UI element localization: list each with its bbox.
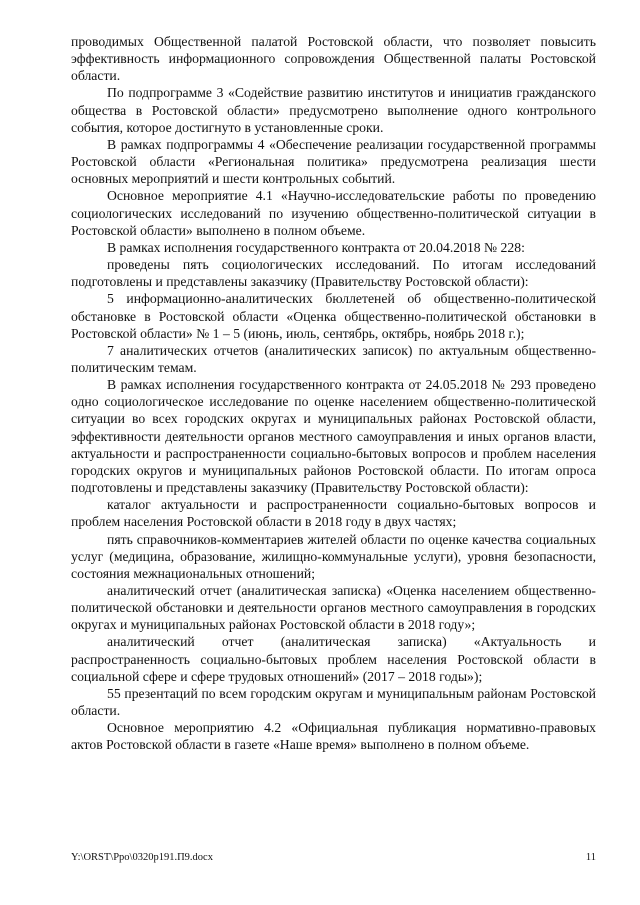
paragraph: аналитический отчет (аналитическая записка) «Оценка населением общественно-политической обстановки и деятельности органов местного самоуправления в городских округах и муниципальных районах Ростовской области в 2018 году»;: [71, 583, 596, 633]
paragraph: Основное мероприятию 4.2 «Официальная публикация нормативно-правовых актов Ростовской области в газете «Наше время» выполнено в полном объеме.: [71, 720, 596, 753]
paragraph: По подпрограмме 3 «Содействие развитию институтов и инициатив гражданского общества в Ростовской области» предусмотрено выполнение одного контрольного события, которое достигнуто в установленные сроки.: [71, 85, 596, 135]
paragraph: пять справочников-комментариев жителей области по оценке качества социальных услуг (медицина, образование, жилищно-коммунальные услуги), уровня безопасности, состояния межнациональных отношений;: [71, 531, 596, 581]
document-body: [71, 33, 596, 754]
paragraph: проведены пять социологических исследований. По итогам исследований подготовлены и представлены заказчику (Правительству Ростовской области):: [71, 257, 596, 290]
file-path: Y:\ORST\Ppo\0320p191.П9.docx: [71, 852, 213, 863]
paragraph: 5 информационно-аналитических бюллетеней об общественно-политической обстановке в Ростовской области «Оценка общественно-политической обстановки в Ростовской области» № 1 – 5 (июнь, июль, сентябрь, октябрь, ноябрь 2018 г.);: [71, 291, 596, 341]
paragraph: каталог актуальности и распространенности социально-бытовых вопросов и проблем населения Ростовской области в 2018 году в двух частях;: [71, 497, 596, 530]
paragraph: 7 аналитических отчетов (аналитических записок) по актуальным общественно-политическим темам.: [71, 342, 596, 375]
paragraph: В рамках подпрограммы 4 «Обеспечение реализации государственной программы Ростовской области «Региональная политика» предусмотрена реализация шести основных мероприятий и шести контрольных событий.: [71, 136, 596, 187]
paragraph: проводимых Общественной палатой Ростовской области, что позволяет повысить эффективность информационного сопровождения Общественной палаты Ростовской области.: [71, 34, 596, 84]
paragraph: 55 презентаций по всем городским округам и муниципальным районам Ростовской области.: [71, 685, 596, 719]
paragraph: В рамках исполнения государственного контракта от 20.04.2018 № 228:: [107, 239, 525, 255]
paragraph: Основное мероприятие 4.1 «Научно-исследовательские работы по проведению социологических исследований по изучению общественно-политической ситуации в Ростовской области» выполнено в полном объеме.: [71, 188, 596, 238]
paragraph: аналитический отчет (аналитическая записка) «Актуальность и распространенность социально-бытовых проблем населения Ростовской области в социальной сфере и сфере трудовых отношений» (2017 – 2018 годы»);: [71, 634, 596, 684]
paragraph: В рамках исполнения государственного контракта от 24.05.2018 № 293 проведено одно социологическое исследование по оценке населением общественно-политической ситуации во всех городских округах и муниципальных районах Ростовской области, эффективности деятельности органов местного самоуправления и иных органов власти, актуальности и распространенности социально-бытовых вопросов и проблем населения городских округов и муниципальных районов Ростовской области. По итогам опроса подготовлены и представлены заказчику (Правительству Ростовской области):: [71, 377, 596, 496]
page-number: 11: [585, 852, 596, 863]
